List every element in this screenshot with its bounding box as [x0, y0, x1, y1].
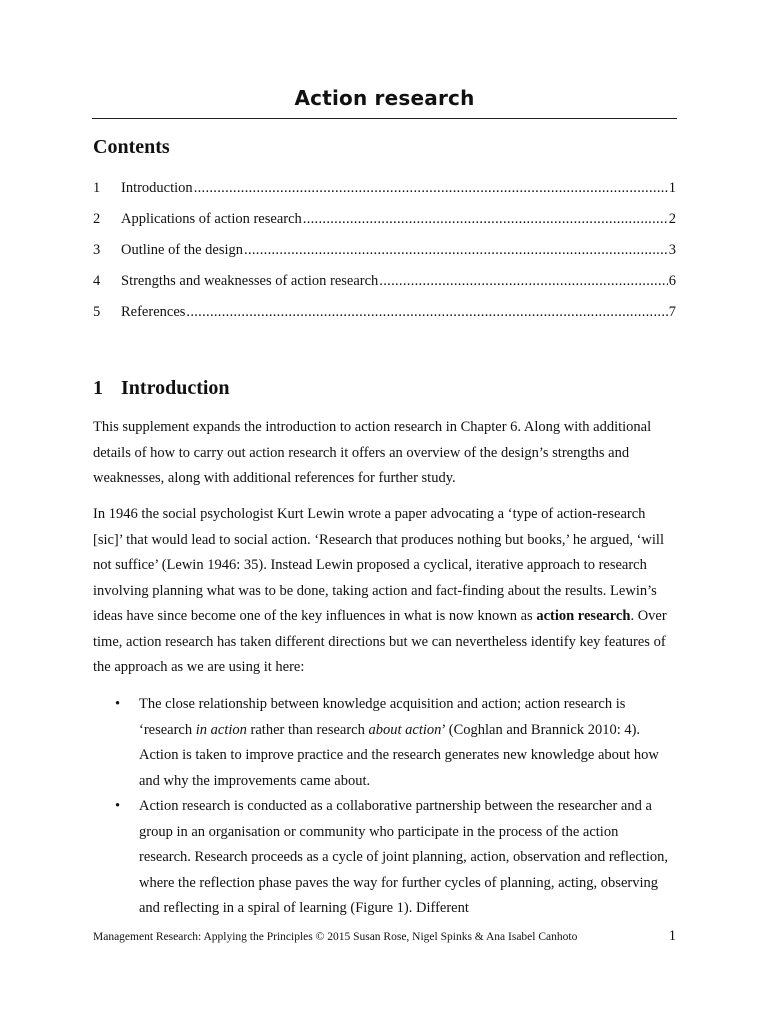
intro-paragraph-1: This supplement expands the introduction to action research in Chapter 6. Along with additional details of how to carry out action research it offers an overview of the design’s strengths and weaknesses, along with additional references for further study. — [93, 419, 652, 486]
toc-dot-leader — [244, 242, 668, 259]
toc-entry-references[interactable] — [93, 304, 676, 335]
section-heading-introduction — [93, 377, 230, 400]
toc-entry-page: 3 — [668, 242, 676, 258]
title-divider — [92, 118, 677, 119]
list-item — [93, 794, 673, 922]
bullet-icon: • — [115, 696, 121, 712]
list-item-text: Action research is conducted as a collaborative partnership between the researcher and a group in an organisation or community who participate in the process of the action research. Research proceeds as a cycle of joint planning, action, observation and reflection, where the reflection phase paves the way for further cycles of planning, acting, observing and reflecting in a spiral of learning (Figure 1). Different — [139, 798, 669, 916]
list-item-text — [139, 692, 673, 794]
page-number: 1 — [668, 928, 676, 944]
list-text-part: The close relationship between knowledge acquisition and action; action research is ‘research — [139, 696, 626, 738]
toc-dot-leader — [303, 211, 668, 228]
toc-entry-outline[interactable] — [93, 242, 676, 273]
toc-entry-strengths[interactable] — [93, 273, 676, 304]
list-text-part: rather than research — [246, 721, 369, 738]
bold-term-action-research: action research — [536, 608, 631, 624]
table-of-contents — [93, 180, 676, 335]
document-title: Action research — [294, 86, 475, 110]
toc-entry-number: 3 — [93, 242, 101, 258]
paragraph-text: In 1946 the social psychologist Kurt Lewin wrote a paper advocating a ‘type of action-research [sic]’ that would lead to social action. ‘Research that produces nothing but books,’ he argued, ‘will not suffice’ (Lewin 1946: 35). Instead Lewin proposed a cyclical, iterative approach to research involving planning what was to be done, taking action and fact-finding about the results. Lewin’s ideas have since become one of the key influences in what is now known as — [93, 506, 664, 624]
toc-entry-label: Applications of action research — [121, 211, 302, 227]
toc-entry-page: 6 — [668, 273, 676, 289]
toc-entry-page: 2 — [668, 211, 676, 227]
toc-entry-number: 1 — [93, 180, 101, 196]
contents-heading: Contents — [93, 136, 170, 158]
italic-phrase: about action — [368, 721, 442, 738]
key-features-list — [93, 692, 673, 922]
toc-entry-label: References — [121, 304, 186, 320]
toc-entry-number: 2 — [93, 211, 101, 227]
toc-entry-number: 4 — [93, 273, 101, 289]
paragraph-text: . Over time, action research has taken different directions but we can nevertheless identify key features of the approach as we are using it here: — [93, 608, 667, 675]
toc-entry-label: Outline of the design — [121, 242, 244, 258]
toc-dot-leader — [379, 273, 667, 290]
toc-entry-label: Introduction — [121, 180, 193, 196]
section-number: 1 — [93, 377, 103, 399]
footer-copyright: Management Research: Applying the Principles © 2015 Susan Rose, Nigel Spinks & Ana Isabel Canhoto — [93, 931, 578, 943]
page-footer — [93, 928, 676, 945]
list-item — [93, 692, 673, 794]
toc-entry-page: 7 — [668, 304, 676, 320]
toc-entry-label: Strengths and weaknesses of action research — [121, 273, 379, 289]
toc-dot-leader — [194, 180, 668, 197]
toc-entry-introduction[interactable] — [93, 180, 676, 211]
list-text-part: ’ (Coghlan and Brannick 2010: 4). Action is taken to improve practice and the research generates new knowledge about how and why the improvements came about. — [139, 721, 659, 789]
section-title: Introduction — [121, 377, 230, 399]
intro-paragraph-2 — [93, 502, 673, 681]
bullet-icon: • — [115, 798, 121, 814]
toc-dot-leader — [186, 304, 667, 321]
toc-entry-applications[interactable] — [93, 211, 676, 242]
toc-entry-page: 1 — [668, 180, 676, 196]
italic-phrase: in action — [195, 721, 247, 738]
toc-entry-number: 5 — [93, 304, 101, 320]
